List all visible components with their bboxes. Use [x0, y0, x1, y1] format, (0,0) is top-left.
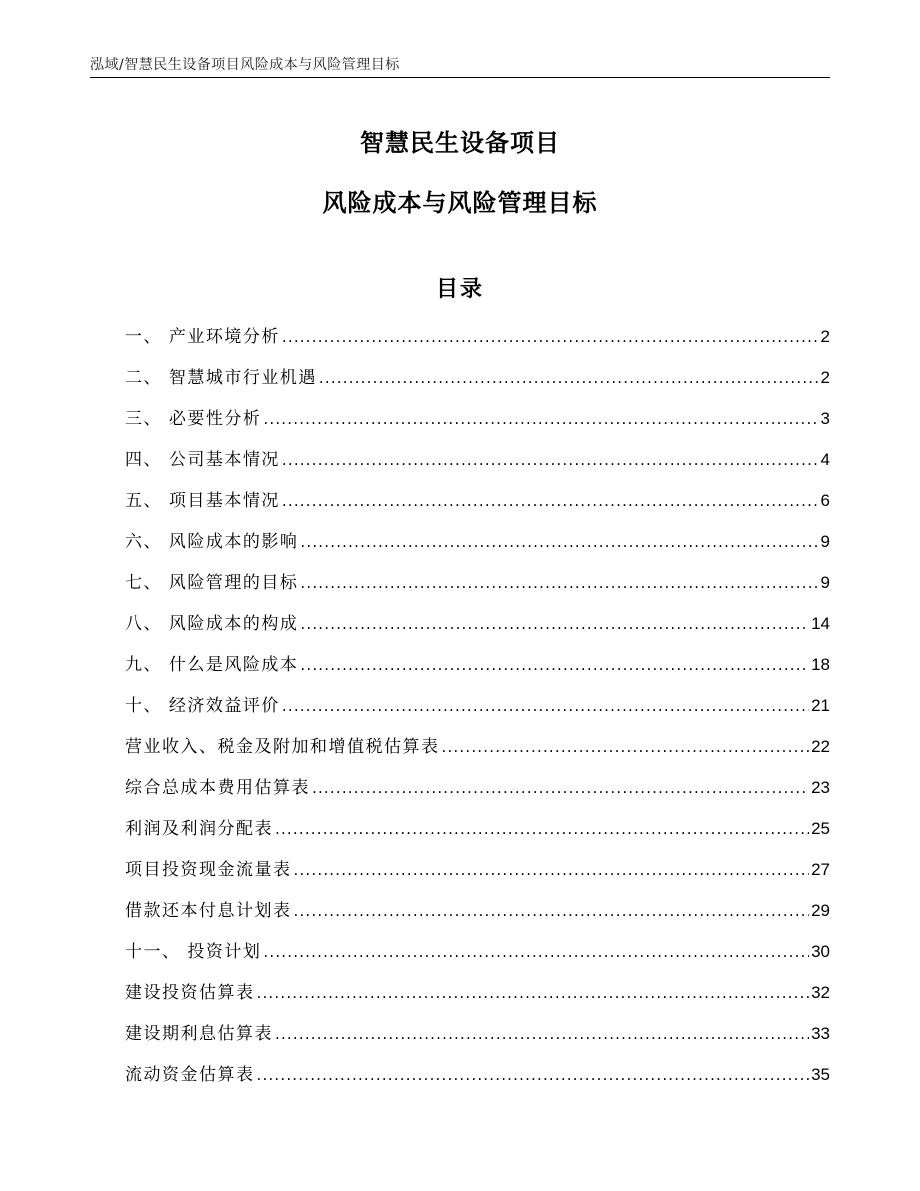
toc-heading: 目录: [435, 277, 484, 302]
toc-entry-label: 二、 智慧城市行业机遇: [125, 368, 317, 388]
toc-entry[interactable]: [125, 856, 830, 897]
toc-entry[interactable]: [125, 692, 830, 733]
toc-entry-label: 营业收入、税金及附加和增值税估算表: [125, 737, 440, 757]
toc-entry-label: 五、 项目基本情况: [125, 491, 280, 511]
toc-entry[interactable]: [125, 651, 830, 692]
toc-entry-page: 22: [811, 737, 830, 756]
toc-entry-label: 十一、 投资计划: [125, 942, 262, 962]
toc-entry[interactable]: [125, 610, 830, 651]
toc-entry[interactable]: [125, 446, 830, 487]
toc-entry[interactable]: [125, 528, 830, 569]
toc-dot-leader: [300, 610, 809, 638]
toc-dot-leader: [300, 569, 818, 597]
toc-entry-page: 4: [820, 450, 830, 469]
toc-dot-leader: [257, 979, 810, 1007]
toc-dot-leader: [257, 1061, 810, 1089]
toc-entry-label: 项目投资现金流量表: [125, 860, 292, 880]
toc-dot-leader: [282, 446, 819, 474]
toc-entry-page: 14: [811, 614, 830, 633]
toc-dot-leader: [275, 1020, 809, 1048]
toc-entry-label: 利润及利润分配表: [125, 819, 273, 839]
toc-dot-leader: [312, 774, 809, 802]
toc-dot-leader: [294, 897, 810, 925]
toc-entry-page: 23: [811, 778, 830, 797]
toc-entry-page: 9: [820, 532, 830, 551]
toc-entry-page: 27: [811, 860, 830, 879]
toc-entry[interactable]: [125, 815, 830, 856]
header-rule: [90, 77, 830, 78]
toc-entry-label: 借款还本付息计划表: [125, 901, 292, 921]
running-header: 泓域/智慧民生设备项目风险成本与风险管理目标: [90, 57, 400, 73]
toc-entry[interactable]: [125, 774, 830, 815]
toc-entry-label: 六、 风险成本的影响: [125, 532, 299, 552]
toc-entry-page: 9: [820, 573, 830, 592]
toc-entry-page: 33: [811, 1024, 830, 1043]
toc-entry[interactable]: [125, 1061, 830, 1102]
toc-dot-leader: [300, 528, 818, 556]
toc-entry-page: 35: [811, 1065, 830, 1084]
toc-entry[interactable]: [125, 487, 830, 528]
toc-dot-leader: [319, 364, 819, 392]
toc-entry-page: 2: [820, 327, 830, 346]
toc-entry-page: 21: [811, 696, 830, 715]
toc-entry-label: 综合总成本费用估算表: [125, 778, 310, 798]
toc-entry[interactable]: [125, 405, 830, 446]
toc-entry-label: 四、 公司基本情况: [125, 450, 280, 470]
toc-entry-label: 流动资金估算表: [125, 1065, 255, 1085]
table-of-contents: [125, 323, 830, 1102]
toc-dot-leader: [263, 938, 809, 966]
toc-entry-page: 18: [811, 655, 830, 674]
toc-dot-leader: [300, 651, 809, 679]
toc-entry-label: 八、 风险成本的构成: [125, 614, 299, 634]
toc-entry[interactable]: [125, 897, 830, 938]
toc-entry-label: 十、 经济效益评价: [125, 696, 280, 716]
toc-entry[interactable]: [125, 938, 830, 979]
toc-entry-page: 25: [811, 819, 830, 838]
toc-entry[interactable]: [125, 364, 830, 405]
document-title-line-1: 智慧民生设备项目: [360, 129, 560, 157]
toc-entry-page: 32: [811, 983, 830, 1002]
toc-entry-page: 3: [820, 409, 830, 428]
toc-dot-leader: [263, 405, 818, 433]
toc-entry[interactable]: [125, 979, 830, 1020]
document-title-line-2: 风险成本与风险管理目标: [322, 189, 598, 217]
toc-entry-page: 29: [811, 901, 830, 920]
toc-entry[interactable]: [125, 569, 830, 610]
toc-entry[interactable]: [125, 733, 830, 774]
toc-entry-label: 九、 什么是风险成本: [125, 655, 299, 675]
toc-entry-label: 一、 产业环境分析: [125, 327, 280, 347]
toc-entry[interactable]: [125, 1020, 830, 1061]
toc-dot-leader: [442, 733, 810, 761]
toc-dot-leader: [275, 815, 809, 843]
toc-entry-page: 30: [811, 942, 830, 961]
toc-entry-label: 建设投资估算表: [125, 983, 255, 1003]
toc-dot-leader: [282, 487, 819, 515]
toc-entry-page: 6: [820, 491, 830, 510]
toc-dot-leader: [282, 692, 809, 720]
toc-entry-label: 建设期利息估算表: [125, 1024, 273, 1044]
toc-entry-page: 2: [820, 368, 830, 387]
toc-entry-label: 三、 必要性分析: [125, 409, 262, 429]
toc-entry-label: 七、 风险管理的目标: [125, 573, 299, 593]
toc-dot-leader: [294, 856, 810, 884]
toc-entry[interactable]: [125, 323, 830, 364]
toc-dot-leader: [282, 323, 819, 351]
